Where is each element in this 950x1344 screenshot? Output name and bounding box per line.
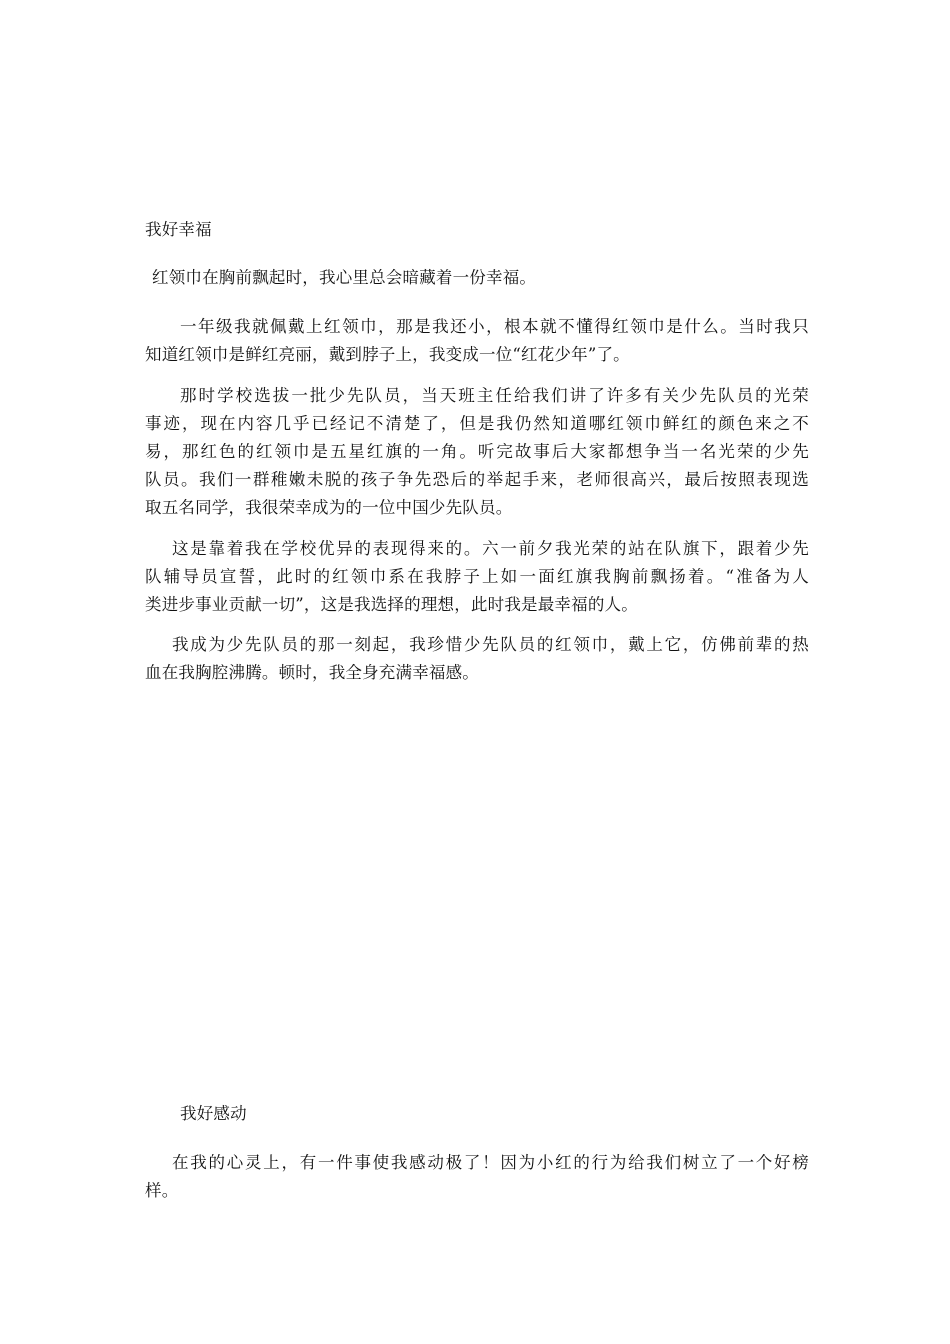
paragraph-line: 血在我胸腔沸腾。顿时，我全身充满幸福感。	[145, 663, 479, 682]
paragraph-line: 红领巾在胸前飘起时，我心里总会暗藏着一份幸福。	[152, 268, 537, 287]
paragraph-line: 取五名同学，我很荣幸成为的一位中国少先队员。	[145, 498, 513, 517]
paragraph-line: 队辅导员宣誓，此时的红领巾系在我脖子上如一面红旗我胸前飘扬着。“准备为人	[145, 567, 809, 586]
paragraph-line: 样。	[145, 1181, 179, 1200]
essay-title: 我好幸福	[145, 220, 212, 239]
paragraph-line: 知道红领巾是鲜红亮丽，戴到脖子上，我变成一位“红花少年”了。	[145, 345, 630, 364]
paragraph-line: 事迹，现在内容几乎已经记不清楚了，但是我仍然知道哪红领巾鲜红的颜色来之不	[145, 414, 809, 433]
paragraph-line: 我成为少先队员的那一刻起，我珍惜少先队员的红领巾，戴上它，仿佛前辈的热	[172, 635, 809, 654]
paragraph-line: 那时学校选拔一批少先队员，当天班主任给我们讲了许多有关少先队员的光荣	[180, 386, 809, 405]
paragraph-line: 这是靠着我在学校优异的表现得来的。六一前夕我光荣的站在队旗下，跟着少先	[172, 539, 809, 558]
paragraph-line: 易，那红色的红领巾是五星红旗的一角。听完故事后大家都想争当一名光荣的少先	[145, 442, 809, 461]
paragraph-line: 队员。我们一群稚嫩未脱的孩子争先恐后的举起手来，老师很高兴，最后按照表现选	[145, 470, 809, 489]
paragraph-line: 类进步事业贡献一切”，这是我选择的理想，此时我是最幸福的人。	[145, 595, 638, 614]
paragraph-line: 一年级我就佩戴上红领巾，那是我还小，根本就不懂得红领巾是什么。当时我只	[180, 317, 809, 336]
paragraph-line: 在我的心灵上，有一件事使我感动极了！因为小红的行为给我们树立了一个好榜	[172, 1153, 809, 1172]
essay-title: 我好感动	[180, 1104, 247, 1123]
